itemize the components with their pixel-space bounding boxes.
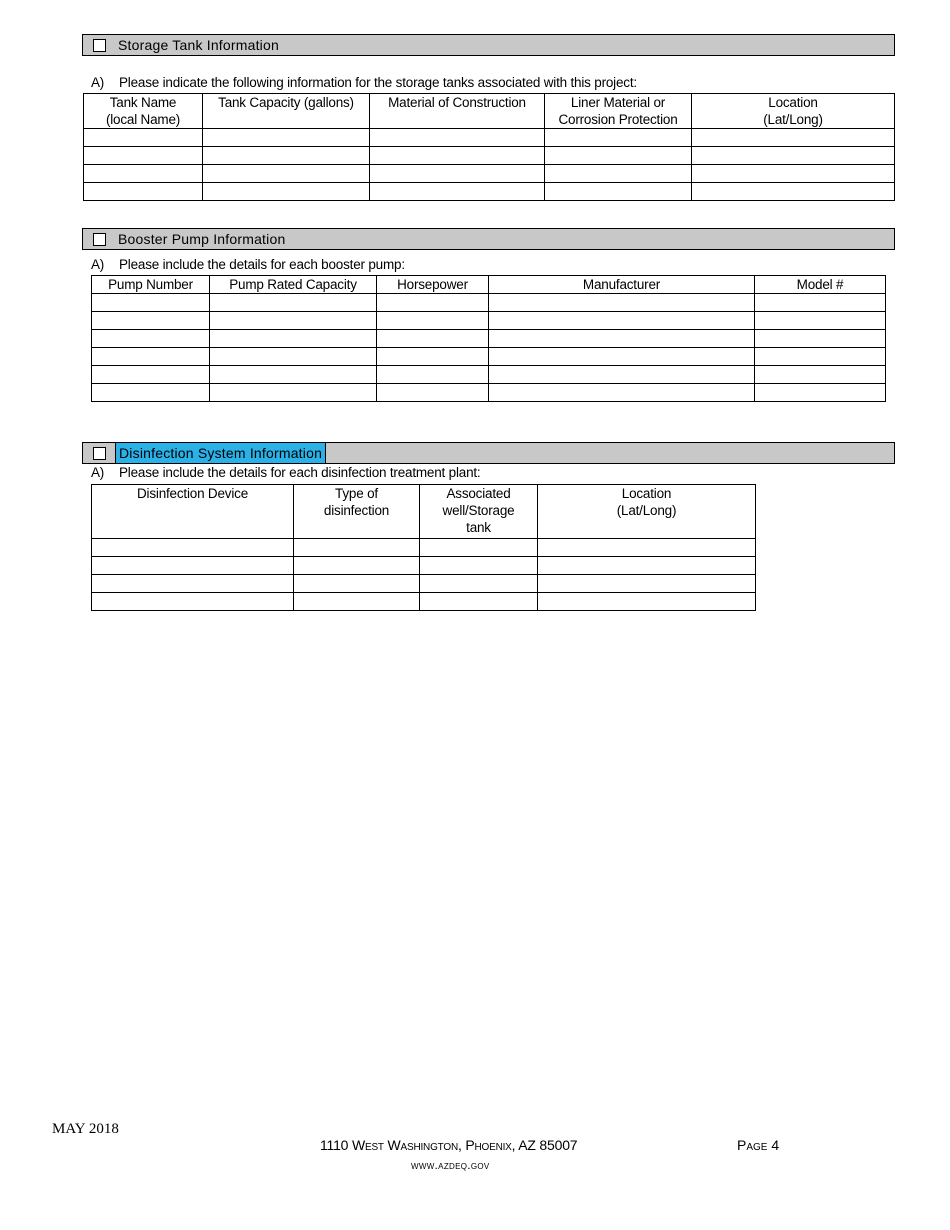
column-header: Disinfection Device bbox=[92, 485, 294, 539]
table-cell-input[interactable] bbox=[377, 312, 489, 330]
table-cell-input[interactable] bbox=[755, 330, 886, 348]
table-cell-input[interactable] bbox=[692, 165, 895, 183]
footer-page-number: Page 4 bbox=[737, 1137, 780, 1153]
table-row bbox=[84, 147, 895, 165]
storage-tank-section-header bbox=[82, 34, 895, 56]
table-cell-input[interactable] bbox=[377, 294, 489, 312]
table-cell-input[interactable] bbox=[92, 366, 210, 384]
column-header: Liner Material or Corrosion Protection bbox=[545, 94, 692, 129]
booster-pump-title: Booster Pump Information bbox=[118, 231, 286, 247]
table-row bbox=[92, 557, 756, 575]
table-row bbox=[92, 593, 756, 611]
table-cell-input[interactable] bbox=[203, 129, 370, 147]
table-cell-input[interactable] bbox=[420, 539, 538, 557]
table-cell-input[interactable] bbox=[92, 294, 210, 312]
table-row bbox=[92, 312, 886, 330]
table-cell-input[interactable] bbox=[92, 348, 210, 366]
table-cell-input[interactable] bbox=[370, 147, 545, 165]
footer-address: 1110 West Washington, Phoenix, AZ 85007 bbox=[320, 1137, 578, 1153]
storage-tank-title: Storage Tank Information bbox=[118, 37, 279, 53]
column-header: Associated well/Storage tank bbox=[420, 485, 538, 539]
table-cell-input[interactable] bbox=[545, 165, 692, 183]
table-cell-input[interactable] bbox=[370, 183, 545, 201]
table-header-row bbox=[84, 94, 895, 129]
table-cell-input[interactable] bbox=[538, 539, 756, 557]
table-row bbox=[84, 183, 895, 201]
table-cell-input[interactable] bbox=[420, 557, 538, 575]
table-cell-input[interactable] bbox=[203, 147, 370, 165]
disinfection-checkbox[interactable] bbox=[93, 447, 106, 460]
table-cell-input[interactable] bbox=[538, 593, 756, 611]
table-cell-input[interactable] bbox=[545, 129, 692, 147]
column-header: Tank Name (local Name) bbox=[84, 94, 203, 129]
disinfection-title: Disinfection System Information bbox=[115, 442, 326, 464]
table-cell-input[interactable] bbox=[377, 366, 489, 384]
storage-tank-table bbox=[83, 93, 895, 201]
table-cell-input[interactable] bbox=[692, 183, 895, 201]
table-cell-input[interactable] bbox=[489, 330, 755, 348]
table-cell-input[interactable] bbox=[377, 330, 489, 348]
table-cell-input[interactable] bbox=[294, 575, 420, 593]
storage-tank-instruction: A) Please indicate the following information for the storage tanks associated with this project: bbox=[91, 75, 637, 90]
table-cell-input[interactable] bbox=[545, 183, 692, 201]
table-cell-input[interactable] bbox=[755, 312, 886, 330]
table-cell-input[interactable] bbox=[84, 183, 203, 201]
table-cell-input[interactable] bbox=[210, 294, 377, 312]
table-cell-input[interactable] bbox=[370, 129, 545, 147]
table-header-row bbox=[92, 276, 886, 294]
table-cell-input[interactable] bbox=[210, 312, 377, 330]
table-cell-input[interactable] bbox=[755, 348, 886, 366]
disinfection-instruction: A) Please include the details for each disinfection treatment plant: bbox=[91, 465, 481, 480]
table-header-row bbox=[92, 485, 756, 539]
table-cell-input[interactable] bbox=[420, 575, 538, 593]
table-row bbox=[92, 539, 756, 557]
table-cell-input[interactable] bbox=[489, 294, 755, 312]
footer-date: MAY 2018 bbox=[52, 1121, 119, 1137]
column-header: Material of Construction bbox=[370, 94, 545, 129]
table-cell-input[interactable] bbox=[377, 348, 489, 366]
table-cell-input[interactable] bbox=[84, 165, 203, 183]
table-cell-input[interactable] bbox=[92, 557, 294, 575]
table-cell-input[interactable] bbox=[294, 557, 420, 575]
column-header: Model # bbox=[755, 276, 886, 294]
booster-pump-instruction: A) Please include the details for each booster pump: bbox=[91, 257, 405, 272]
table-cell-input[interactable] bbox=[377, 384, 489, 402]
table-cell-input[interactable] bbox=[84, 147, 203, 165]
disinfection-table bbox=[91, 484, 756, 611]
disinfection-section-header bbox=[82, 442, 895, 464]
table-row bbox=[92, 384, 886, 402]
column-header: Location (Lat/Long) bbox=[692, 94, 895, 129]
table-cell-input[interactable] bbox=[203, 165, 370, 183]
table-row bbox=[92, 366, 886, 384]
table-row bbox=[84, 165, 895, 183]
column-header: Tank Capacity (gallons) bbox=[203, 94, 370, 129]
column-header: Pump Number bbox=[92, 276, 210, 294]
booster-pump-checkbox[interactable] bbox=[93, 233, 106, 246]
table-cell-input[interactable] bbox=[92, 593, 294, 611]
table-row bbox=[84, 129, 895, 147]
table-row bbox=[92, 575, 756, 593]
table-cell-input[interactable] bbox=[203, 183, 370, 201]
table-cell-input[interactable] bbox=[538, 575, 756, 593]
table-cell-input[interactable] bbox=[210, 366, 377, 384]
table-cell-input[interactable] bbox=[755, 384, 886, 402]
column-header: Pump Rated Capacity bbox=[210, 276, 377, 294]
column-header: Type of disinfection bbox=[294, 485, 420, 539]
table-row bbox=[92, 348, 886, 366]
table-cell-input[interactable] bbox=[420, 593, 538, 611]
table-cell-input[interactable] bbox=[370, 165, 545, 183]
table-cell-input[interactable] bbox=[84, 129, 203, 147]
table-cell-input[interactable] bbox=[489, 348, 755, 366]
table-cell-input[interactable] bbox=[489, 366, 755, 384]
storage-tank-checkbox[interactable] bbox=[93, 39, 106, 52]
table-row bbox=[92, 294, 886, 312]
column-header: Location (Lat/Long) bbox=[538, 485, 756, 539]
table-cell-input[interactable] bbox=[755, 294, 886, 312]
column-header: Horsepower bbox=[377, 276, 489, 294]
table-cell-input[interactable] bbox=[210, 348, 377, 366]
table-cell-input[interactable] bbox=[210, 384, 377, 402]
table-cell-input[interactable] bbox=[489, 384, 755, 402]
table-cell-input[interactable] bbox=[92, 384, 210, 402]
footer-website: www.azdeq.gov bbox=[411, 1158, 490, 1172]
table-cell-input[interactable] bbox=[92, 575, 294, 593]
booster-pump-table bbox=[91, 275, 886, 402]
table-row bbox=[92, 330, 886, 348]
table-cell-input[interactable] bbox=[92, 539, 294, 557]
table-cell-input[interactable] bbox=[692, 129, 895, 147]
table-cell-input[interactable] bbox=[92, 312, 210, 330]
column-header: Manufacturer bbox=[489, 276, 755, 294]
table-cell-input[interactable] bbox=[538, 557, 756, 575]
table-cell-input[interactable] bbox=[92, 330, 210, 348]
table-cell-input[interactable] bbox=[545, 147, 692, 165]
table-cell-input[interactable] bbox=[294, 593, 420, 611]
table-cell-input[interactable] bbox=[294, 539, 420, 557]
table-cell-input[interactable] bbox=[489, 312, 755, 330]
table-cell-input[interactable] bbox=[755, 366, 886, 384]
table-cell-input[interactable] bbox=[210, 330, 377, 348]
booster-pump-section-header bbox=[82, 228, 895, 250]
table-cell-input[interactable] bbox=[692, 147, 895, 165]
